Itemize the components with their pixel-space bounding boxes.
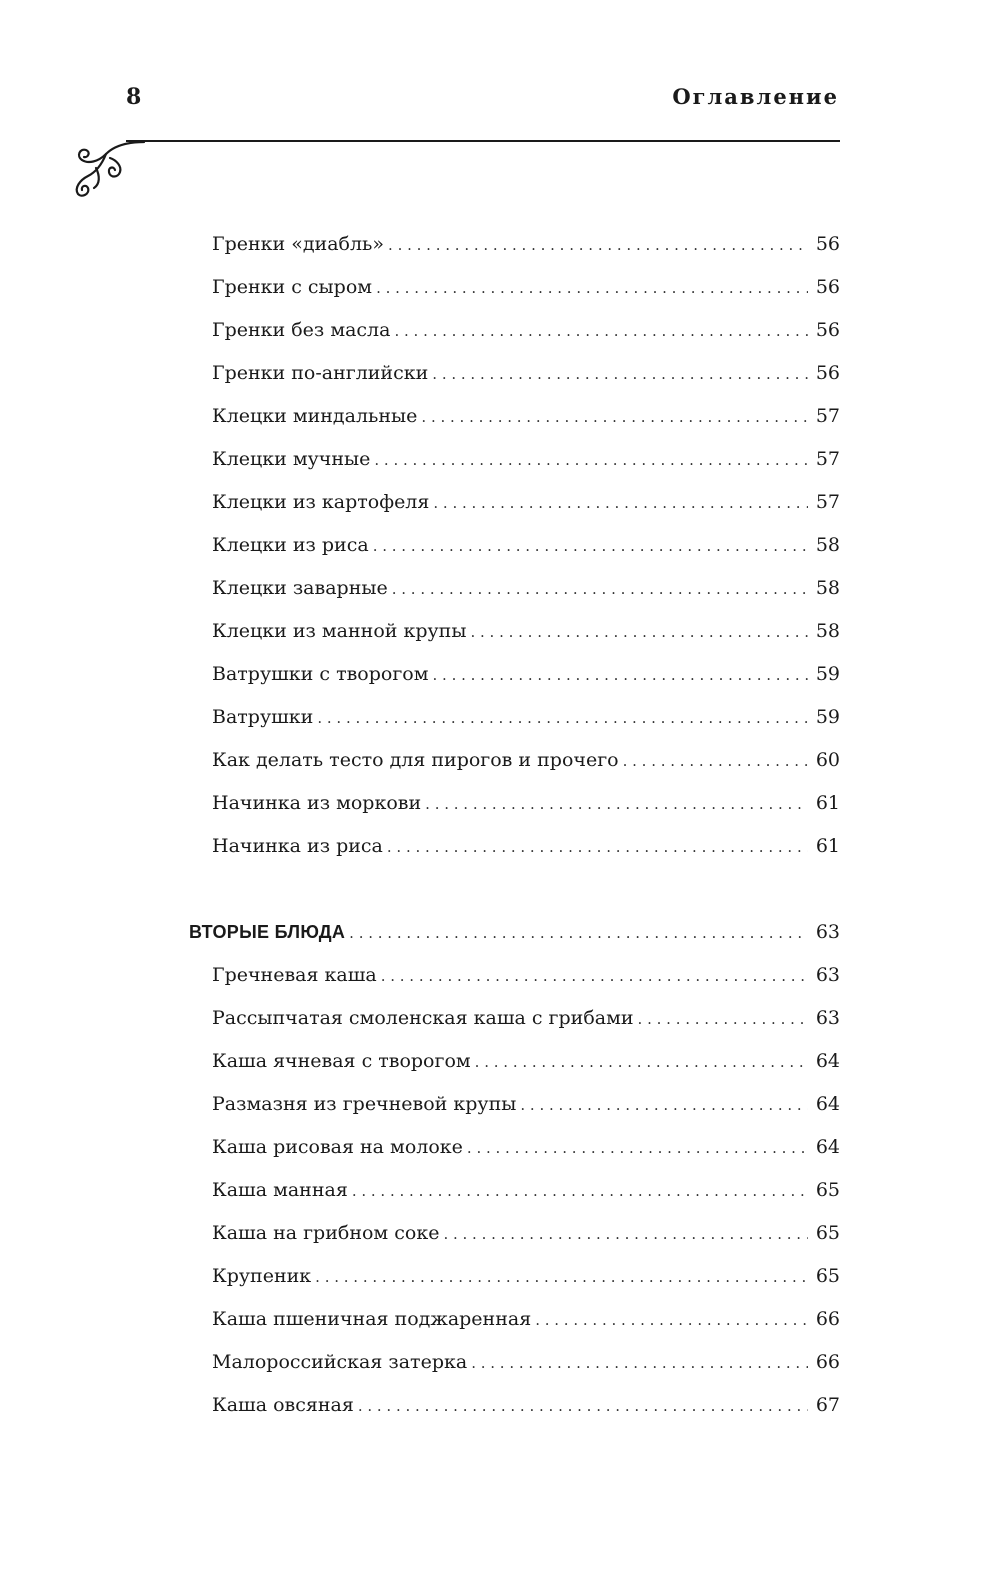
dot-leader xyxy=(374,445,808,475)
toc-entry-title: Клецки из риса xyxy=(212,534,369,556)
toc-entry-title: Как делать тесто для пирогов и прочего xyxy=(212,749,619,771)
toc-entry xyxy=(212,315,840,345)
running-head: Оглавление xyxy=(672,84,839,109)
dot-leader xyxy=(358,1391,808,1421)
toc-entry-page: 59 xyxy=(815,663,840,685)
toc-entry-title: Гречневая каша xyxy=(212,964,377,986)
toc-entry-page: 58 xyxy=(815,534,840,556)
toc-entry xyxy=(212,1046,840,1076)
toc-entry-title: Ватрушки xyxy=(212,706,314,728)
page-number: 8 xyxy=(126,84,142,110)
toc-entry xyxy=(212,1089,840,1119)
toc-heading-page: 63 xyxy=(815,921,840,943)
toc-entry xyxy=(212,659,840,689)
toc-entry-page: 61 xyxy=(815,835,840,857)
dot-leader xyxy=(470,617,808,647)
toc-entry xyxy=(212,960,840,990)
toc-entry xyxy=(212,444,840,474)
toc-entry-title: Крупеник xyxy=(212,1265,312,1287)
toc-entry xyxy=(212,1003,840,1033)
toc-entry-page: 65 xyxy=(815,1222,840,1244)
toc-entry-page: 57 xyxy=(815,405,840,427)
toc-entry xyxy=(212,401,840,431)
toc-entry xyxy=(212,745,840,775)
toc-entry-title: Рассыпчатая смоленская каша с грибами xyxy=(212,1007,634,1029)
toc-entry-title: Гренки без масла xyxy=(212,319,391,341)
toc-entry-page: 56 xyxy=(815,362,840,384)
toc-entry-title: Каша манная xyxy=(212,1179,348,1201)
toc-entry-page: 61 xyxy=(815,792,840,814)
toc-entry-title: Клецки из манной крупы xyxy=(212,620,467,642)
dot-leader xyxy=(433,660,809,690)
toc-entry xyxy=(212,1132,840,1162)
toc-entry-title: Клецки заварные xyxy=(212,577,388,599)
toc-entry xyxy=(212,616,840,646)
dot-leader xyxy=(421,402,808,432)
toc-entry xyxy=(212,1175,840,1205)
dot-leader xyxy=(433,488,808,518)
toc-entry-title: Размазня из гречневой крупы xyxy=(212,1093,517,1115)
dot-leader xyxy=(392,574,808,604)
dot-leader xyxy=(623,746,808,776)
dot-leader xyxy=(317,703,808,733)
dot-leader xyxy=(376,273,808,303)
dot-leader xyxy=(520,1090,808,1120)
toc-entry xyxy=(212,487,840,517)
toc-entry-title: Начинка из риса xyxy=(212,835,383,857)
dot-leader xyxy=(471,1348,808,1378)
toc-heading-title: ВТОРЫЕ БЛЮДА xyxy=(189,922,346,942)
dot-leader xyxy=(381,961,808,991)
toc-entry xyxy=(212,1390,840,1420)
dot-leader xyxy=(394,316,808,346)
toc-entry-page: 56 xyxy=(815,319,840,341)
dot-leader xyxy=(388,230,808,260)
toc-entry xyxy=(212,1347,840,1377)
dot-leader xyxy=(387,832,808,862)
flourish-ornament-icon xyxy=(66,138,146,200)
toc-entry xyxy=(212,229,840,259)
toc-entry-title: Каша ячневая с творогом xyxy=(212,1050,471,1072)
toc-entry xyxy=(212,530,840,560)
toc-entry xyxy=(212,272,840,302)
dot-leader xyxy=(315,1262,808,1292)
toc-entry-title: Малороссийская затерка xyxy=(212,1351,468,1373)
toc-entry-page: 66 xyxy=(815,1351,840,1373)
toc-entry-title: Каша на грибном соке xyxy=(212,1222,440,1244)
toc-entry xyxy=(212,358,840,388)
dot-leader xyxy=(432,359,808,389)
toc-entry-page: 60 xyxy=(815,749,840,771)
toc-entry xyxy=(212,702,840,732)
toc-entry-page: 59 xyxy=(815,706,840,728)
dot-leader xyxy=(535,1305,808,1335)
toc-entry xyxy=(212,1304,840,1334)
toc-entry xyxy=(212,1218,840,1248)
dot-leader xyxy=(349,918,808,948)
toc-entry-page: 57 xyxy=(815,448,840,470)
dot-leader xyxy=(467,1133,808,1163)
toc-entry xyxy=(212,1261,840,1291)
toc-section-heading xyxy=(189,917,840,947)
toc-entry-title: Каша рисовая на молоке xyxy=(212,1136,463,1158)
toc-entry-title: Гренки «диабль» xyxy=(212,233,385,255)
toc-entry-title: Клецки мучные xyxy=(212,448,371,470)
toc-entry-page: 63 xyxy=(815,1007,840,1029)
toc-entry-page: 56 xyxy=(815,276,840,298)
toc-entry-page: 64 xyxy=(815,1050,840,1072)
toc-entry xyxy=(212,573,840,603)
toc-entry xyxy=(212,788,840,818)
toc-entry-title: Клецки миндальные xyxy=(212,405,418,427)
dot-leader xyxy=(475,1047,808,1077)
toc-entry-title: Каша пшеничная поджаренная xyxy=(212,1308,532,1330)
dot-leader xyxy=(443,1219,808,1249)
toc-entry-page: 64 xyxy=(815,1093,840,1115)
toc-entry-title: Начинка из моркови xyxy=(212,792,422,814)
dot-leader xyxy=(373,531,808,561)
toc-entry-title: Гренки с сыром xyxy=(212,276,373,298)
toc-entry-page: 57 xyxy=(815,491,840,513)
toc-entry-page: 66 xyxy=(815,1308,840,1330)
header-rule xyxy=(126,140,840,142)
toc-entry-title: Ватрушки с творогом xyxy=(212,663,429,685)
toc-entry-page: 64 xyxy=(815,1136,840,1158)
toc-entry-title: Клецки из картофеля xyxy=(212,491,430,513)
toc-entry xyxy=(212,831,840,861)
toc-entry-title: Каша овсяная xyxy=(212,1394,354,1416)
toc-entry-page: 67 xyxy=(815,1394,840,1416)
toc-entry-title: Гренки по-английски xyxy=(212,362,429,384)
toc-entry-page: 58 xyxy=(815,577,840,599)
toc-entry-page: 58 xyxy=(815,620,840,642)
dot-leader xyxy=(638,1004,808,1034)
toc-entry-page: 63 xyxy=(815,964,840,986)
dot-leader xyxy=(425,789,808,819)
toc-entry-page: 56 xyxy=(815,233,840,255)
toc-entry-page: 65 xyxy=(815,1179,840,1201)
toc-entry-page: 65 xyxy=(815,1265,840,1287)
dot-leader xyxy=(352,1176,808,1206)
